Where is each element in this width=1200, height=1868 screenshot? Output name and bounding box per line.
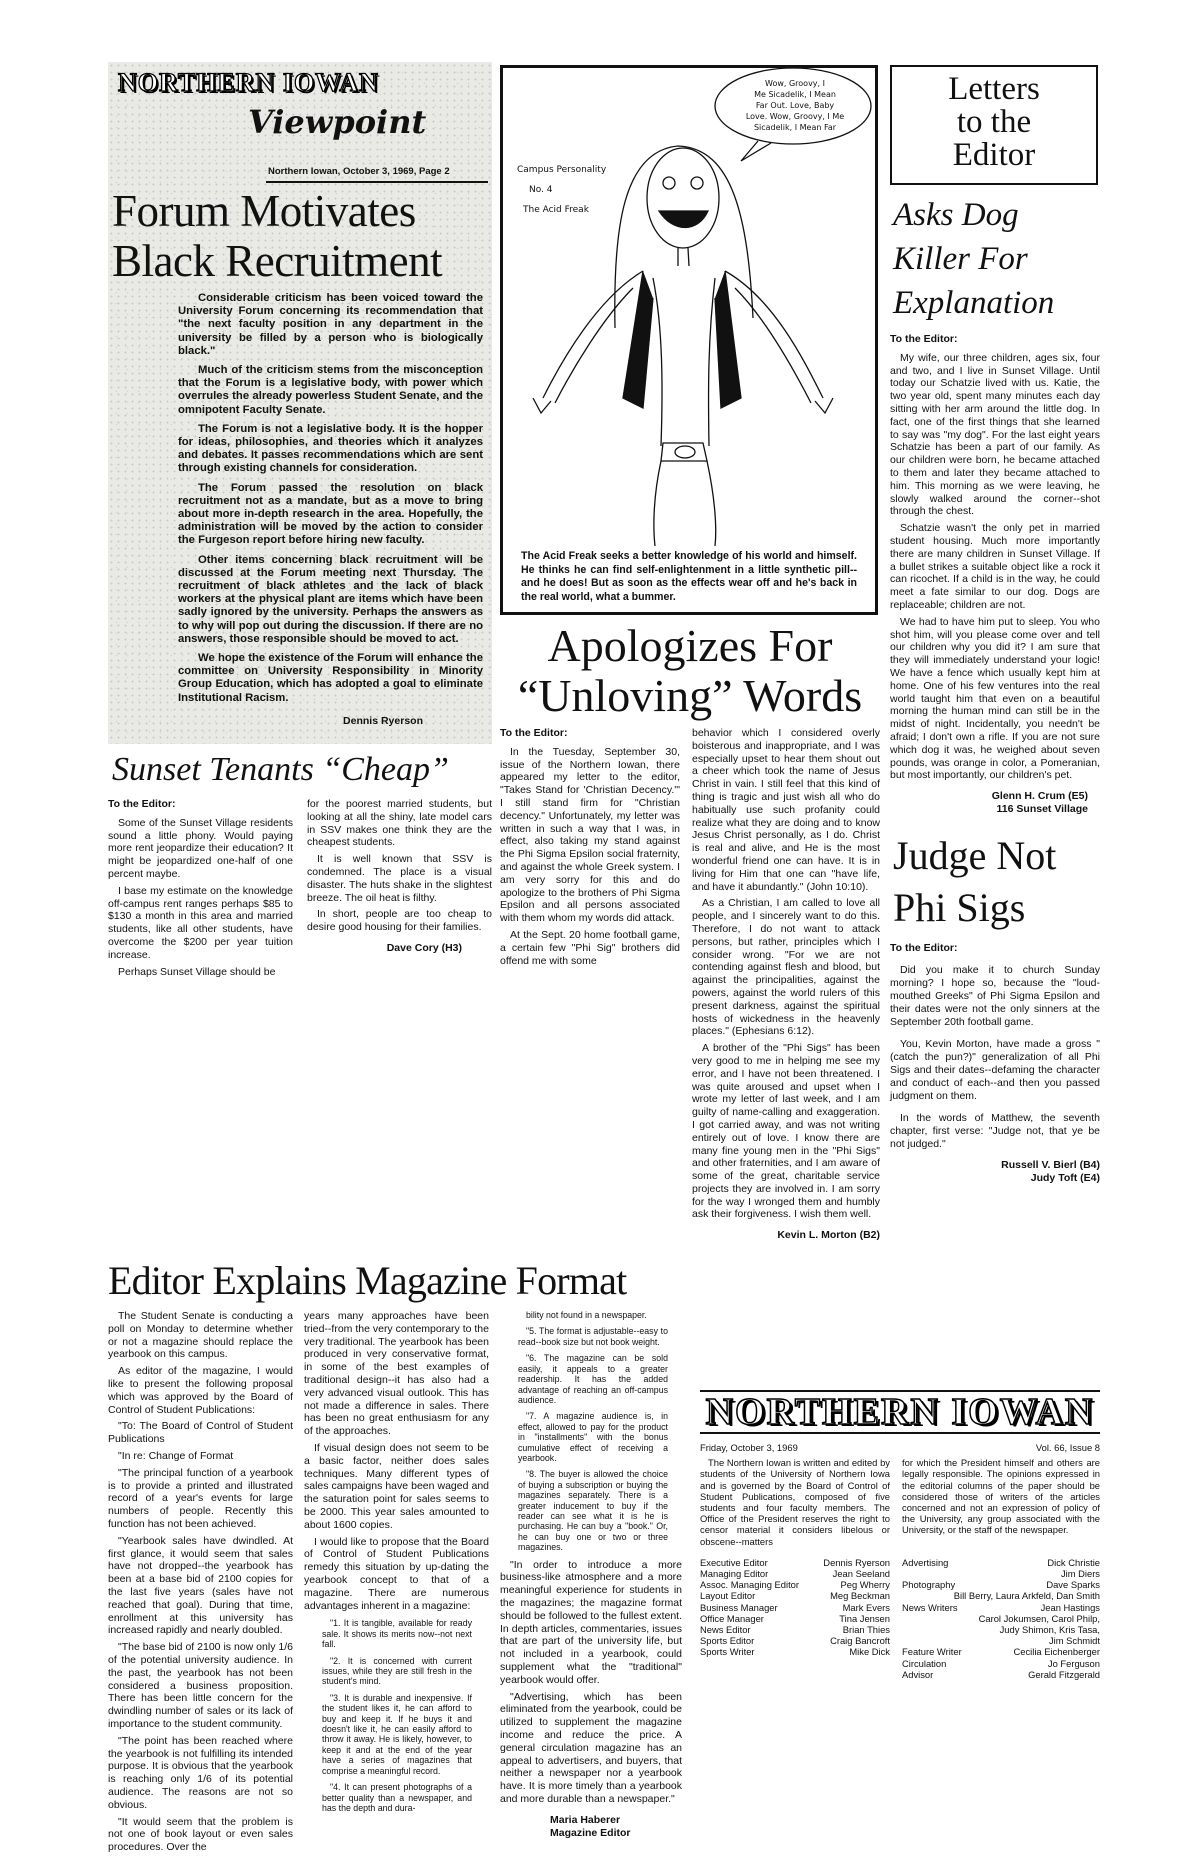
editor-columns — [108, 1310, 682, 1858]
signature-title: Magazine Editor — [550, 1826, 631, 1839]
divider — [266, 181, 488, 183]
staff-row — [700, 1613, 890, 1624]
staff-row — [902, 1602, 1100, 1613]
sunset-letter — [108, 798, 492, 982]
paragraph: My wife, our three children, ages six, four and two, and I live in Sunset Village. Until today our Schatzie lived with us. Katie, the two year old, spent many minutes each day sitting with her arm around the little dog. In fact, one of the first things that she learned to say was "my dog". For the last eight years Schatzie has been a part of our family. As our children were born, he became attached to them and later they became attached to him. This morning as we were leaving, he slowly walked around the corner--shot through the chest. — [890, 351, 1100, 518]
staff-role: Advertising — [902, 1556, 949, 1568]
issue-volume: Vol. 66, Issue 8 — [1035, 1442, 1100, 1453]
staff-name-extra: Carol Jokumsen, Carol Philp, — [978, 1612, 1100, 1624]
left-column-top — [108, 62, 492, 982]
letters-box-line: Letters — [948, 71, 1040, 107]
apologizes-letter-col1 — [500, 727, 680, 1246]
staff-name-extra: Jim Schmidt — [1048, 1635, 1100, 1647]
staff-role: Managing Editor — [700, 1568, 769, 1580]
staff-name-extra: Jim Diers — [1060, 1568, 1100, 1580]
salutation: To the Editor: — [890, 941, 958, 954]
paragraph: Other items concerning black recruitment will be discussed at the Forum meeting next Thursday. The recruitment of black athletes and the lack of black workers at the physical plant are items which have been sadly ignored by the university. Perhaps the answers as to why will pop out during the discussion. If there are no answers, those responsible should be moved to act. — [178, 553, 483, 645]
staff-role: Office Manager — [700, 1612, 764, 1624]
advantages-list-continued — [518, 1310, 668, 1553]
list-item: "7. A magazine audience is, in effect, allowed to pay for the product in "installments" with the bonus cumulative effect of receiving a yearbook. — [518, 1411, 668, 1463]
staff-role: Sports Writer — [700, 1646, 755, 1658]
cartoon-acid-freak — [500, 65, 878, 615]
paragraph: Did you make it to church Sunday morning? I hope so, because the "loud-mouthed Greeks" of Phi Sigma Epsilon and their dates were not the only sinners at the September 20th football game. — [890, 964, 1100, 1028]
editor-col3 — [500, 1310, 682, 1858]
headline-line: Judge Not — [893, 832, 1057, 878]
staff-name: Peg Wherry — [840, 1579, 890, 1591]
staff-box-masthead: NORTHERN IOWAN — [700, 1390, 1100, 1434]
signature: Judy Toft (E4) — [1030, 1171, 1100, 1184]
staff-role: Photography — [902, 1579, 956, 1591]
paragraph: "The point has been reached where the yearbook is not fulfilling its intended purpose. It is obvious that the yearbook is reaching only 1/6 of its potential audience. The reasons are not so obvious. — [108, 1734, 293, 1811]
speech-balloon-text — [725, 78, 865, 133]
right-column — [890, 65, 1100, 1188]
paragraph: At the Sept. 20 home football game, a certain few "Phi Sig" brothers did offend me with some — [500, 928, 680, 967]
paragraph: "The base bid of 2100 is now only 1/6 of the potential university audience. In the past, the yearbook has not been considered a business proposition. There has been little concern for the dwindling number of sales or its lack of importance to the student community. — [108, 1641, 293, 1730]
judge-letter — [890, 942, 1100, 1185]
signature: Glenn H. Crum (E5) — [991, 790, 1088, 803]
letters-box-line: to the — [956, 104, 1032, 140]
forum-article-body — [178, 292, 483, 728]
paragraph: The Northern Iowan is written and edited by students of the University of Northern Iowa and is governed by the Board of Control of Student Publications, composed of five students and four faculty members. The Office of the President reserves the right to censor material it considers libelous or obscene--matters — [700, 1457, 890, 1547]
paragraph: "To: The Board of Control of Student Publications — [108, 1420, 293, 1446]
staff-row — [902, 1579, 1100, 1590]
signature: Kevin L. Morton (B2) — [777, 1229, 880, 1242]
paragraph: A brother of the "Phi Sigs" has been very good to me in helping me see my error, and I have not been threatened. I was quite aroused and upset when I wrote my letter of last week, and I am guilty of name-calling and exaggeration. I got carried away, and was not writing entirely out of love. I know there are many fine young men in the "Phi Sigs" and other fraternities, and I am aware of some of the great, charitable service projects they are involved in. I am sorry for the way I wronged them and humbly ask their forgiveness. I wish them well. — [692, 1042, 880, 1221]
signature: Maria Haberer — [550, 1813, 621, 1826]
staff-role: Executive Editor — [700, 1556, 768, 1568]
paragraph: As a Christian, I am called to love all people, and I sincerely want to do this. Therefore, I do not want to attack persons, but rather, principles which I consider wrong. "For we are not contending against flesh and blood, but against the principalities, against the powers, against the world rulers of this present darkness, against the spiritual hosts of wickedness in the heavenly places." (Ephesians 6:12). — [692, 897, 880, 1038]
staff-role: Circulation — [902, 1657, 947, 1669]
cartoon-caption: The Acid Freak seeks a better knowledge of his world and himself. He thinks he can find self-enlightenment in a little synthetic pill--and he does! But as soon as the effects wear off and he's back in the real world, what a bummer. — [521, 550, 857, 603]
judge-letter-headline — [890, 830, 1100, 934]
staff-name: Gerald Fitzgerald — [1028, 1668, 1100, 1680]
staff-role: Feature Writer — [902, 1646, 962, 1658]
staff-name-extra: Bill Berry, Laura Arkfeld, Dan Smith — [953, 1590, 1100, 1602]
signature-address: 116 Sunset Village — [996, 802, 1088, 815]
apologizes-letter-col2 — [692, 727, 880, 1246]
paragraph: "Advertising, which has been eliminated from the yearbook, could be utilized to supplement the magazine income and reduce the price. A general circulation magazine has an appeal to advertisers, and buyers, that neither a newspaper nor a yearbook have. It is more timely than a yearbook and more durable than a newspaper." — [500, 1690, 682, 1805]
paragraph: "It would seem that the problem is not one of book layout or even sales procedures. Over the — [108, 1815, 293, 1854]
paragraph: for the poorest married students, but looking at all the shiny, late model cars in SSV makes one think they are the cheapest students. — [307, 798, 492, 849]
staff-row — [700, 1624, 890, 1635]
headline-line: Apologizes For — [547, 620, 833, 671]
cartoon-label-line: No. 4 — [529, 185, 553, 195]
paragraph: I would like to propose that the Board of Control of Student Publications remedy this situation by up-dating the yearbook concept to that of a magazine. There are numerous advantages inherent in a magazine: — [304, 1535, 489, 1612]
paragraph: The Forum passed the resolution on black recruitment not as a mandate, but as a move to bring about more in-depth research in the area. Hopefully, the administration will be moved by the action to consider the Furgeson report before hiring new faculty. — [178, 481, 483, 547]
cartoon-label-line: Campus Personality — [517, 165, 607, 175]
advantages-list — [322, 1618, 472, 1813]
paragraph: Perhaps Sunset Village should be — [118, 965, 276, 978]
paragraph: You, Kevin Morton, have made a gross "(catch the pun?)" generalization of all Phi Sigs and their dates--defaming the character and conduct of each--and then you passed judgment on them. — [890, 1038, 1100, 1102]
staff-row — [902, 1658, 1100, 1669]
paragraph: for which the President himself and others are legally responsible. The opinions expressed in the editorial columns of the paper should be considered those of writers of the articles concerned and not an expression of policy of the University, any group associated with the University, or the staff of the newspaper. — [902, 1457, 1100, 1536]
staff-role: Advisor — [902, 1668, 934, 1680]
staff-name: Meg Beckman — [830, 1590, 890, 1602]
staff-row — [700, 1557, 890, 1568]
staff-box — [700, 1390, 1100, 1680]
signature: Russell V. Bierl (B4) — [1001, 1158, 1100, 1171]
list-item: "8. The buyer is allowed the choice of buying a subscription or buying the magazines separately. There is a greater inducement to buy if the reader can see what it is he is purchasing. He can buy a "book." Or, he can buy one or two or three magazines. — [518, 1469, 668, 1553]
headline-line: “Unloving” Words — [517, 670, 863, 721]
paragraph: We hope the existence of the Forum will enhance the committee on University Responsibility in Minority Group Education, which has adopted a goal to eliminate Institutional Racism. — [178, 652, 483, 704]
apologizes-headline — [500, 621, 880, 721]
signature: Dave Cory (H3) — [386, 942, 462, 955]
editor-col2 — [304, 1310, 489, 1858]
middle-column — [500, 65, 880, 1246]
staff-role: Assoc. Managing Editor — [700, 1579, 800, 1591]
staff-row — [700, 1646, 890, 1657]
staff-name-extra: Judy Shimon, Kris Tasa, — [999, 1624, 1100, 1636]
paragraph: Some of the Sunset Village residents sound a little phony. Would paying more rent jeopardize their education? It might be jeopardized one-half of one percent maybe. — [108, 816, 293, 881]
sunset-letter-col1 — [108, 798, 293, 982]
list-item: "2. It is concerned with current issues, while they are still fresh in the student's mind. — [322, 1655, 472, 1687]
list-item: bility not found in a newspaper. — [526, 1310, 647, 1321]
dog-letter-headline — [890, 193, 1100, 325]
paragraph: "Yearbook sales have dwindled. At first glance, it would seem that sales have not dropped--the yearbook has been at a base bid of 2100 copies for the last five years (sales have not reached that goal). During that time, enrollment at this university has increased rapidly and nearly doubled. — [108, 1534, 293, 1637]
salutation: To the Editor: — [500, 727, 568, 739]
staff-row — [902, 1646, 1100, 1657]
balloon-line: Sicadelik, I Mean Far — [753, 123, 837, 132]
paragraph: The Student Senate is conducting a poll on Monday to determine whether or not a magazine should replace the yearbook on this campus. — [108, 1310, 293, 1361]
staff-name: Mike Dick — [849, 1646, 890, 1658]
paragraph: I base my estimate on the knowledge off-campus rent ranges perhaps $85 to $130 a month in this area and married students, like all other students, have overcome the $200 per year tuition increase. — [108, 884, 293, 961]
staff-name: Dave Sparks — [1046, 1579, 1100, 1591]
paragraph: In the Tuesday, September 30, issue of the Northern Iowan, there appeared my letter to the editor, "Takes Stand for 'Christian Decency.'" I still stand firm for "Christian decency." Unfortunately, my letter was written in such a way that I was, in effect, also taking my stand against the Phi Sigma Epsilon social fraternity, and against the whole Greek system. I am very sorry for this and do apologize to the brothers of Phi Sigma Epsilon and all persons associated with them whom my words did attack. — [500, 745, 680, 925]
balloon-line: Me Sicadelik, I Mean — [754, 90, 836, 99]
paragraph: The Forum is not a legislative body. It is the hopper for ideas, philosophies, and theories which it analyzes and debates. It passes recommendations which are sent through existing channels for consideration. — [178, 422, 483, 475]
paragraph: "In re: Change of Format — [118, 1450, 234, 1463]
page-dateline: Northern Iowan, October 3, 1969, Page 2 — [268, 166, 450, 177]
staff-lists — [700, 1557, 1100, 1680]
cartoon-label — [517, 160, 627, 220]
staff-list-right — [902, 1557, 1100, 1680]
staff-row — [902, 1669, 1100, 1680]
staff-statement-2 — [902, 1457, 1100, 1547]
paragraph: As editor of the magazine, I would like to present the following proposal which was approved by the Board of Control of Student Publications: — [108, 1365, 293, 1416]
staff-name: Jean Hastings — [1040, 1601, 1100, 1613]
paragraph: behavior which I considered overly boisterous and inappropriate, and I was especially upset to hear them shout out a cheer which took the name of Jesus Christ in vain. I still feel that this kind of thing is tragic and just wish all who do habitually use such profanity could realize what they are doing and to know Jesus Christ personally, as I do. Christ is real and alive, and He is the most wonderful friend one can have. It is in living for Him that one can "have life, and have it abundantly." (John 10:10). — [692, 727, 880, 893]
sunset-headline: Sunset Tenants “Cheap” — [112, 751, 449, 789]
headline-line: Killer For — [893, 241, 1028, 277]
paragraph: years many approaches have been tried--from the very contemporary to the very traditional. The yearbook has been produced in very conservative format, in some of the best examples of traditional design--it has also had a very advanced visual outlook. This has not made a difference in sales. There has been no great enthusiasm for any of the approaches. — [304, 1310, 489, 1438]
staff-role: Sports Editor — [700, 1635, 755, 1647]
forum-editorial-panel — [108, 62, 492, 744]
staff-row — [700, 1602, 890, 1613]
paragraph: We had to have him put to sleep. You who shot him, will you please come over and tell our children why you did it? I am sure that they will immediately understand your logic! We have a fence which usually kept him at home. One of his few ventures into the real world taught him that even on a beautiful morning the human mind can still be in the midst of night. Incidentally, you needn't be afraid; I don't own a rifle. If you are not sure which dog it was, he weighed about seven pounds, was orange in color, a Pomeranian, but most importantly, our children's pet. — [890, 615, 1100, 782]
staff-statement-1 — [700, 1457, 890, 1547]
staff-role: Business Manager — [700, 1601, 778, 1613]
letters-box-line: Editor — [952, 137, 1036, 173]
salutation: To the Editor: — [890, 333, 958, 345]
staff-row — [700, 1590, 890, 1601]
editor-col1 — [108, 1310, 293, 1858]
paragraph: "The principal function of a yearbook is to provide a printed and illustrated record of a year's events for large numbers of people. Recently this function has not been achieved. — [108, 1466, 293, 1531]
balloon-line: Wow, Groovy, I — [765, 79, 825, 88]
staff-list-left — [700, 1557, 890, 1680]
editor-headline: Editor Explains Magazine Format — [108, 1258, 627, 1304]
balloon-line: Love. Wow, Groovy, I Me — [745, 112, 845, 121]
staff-role: Layout Editor — [700, 1590, 756, 1602]
sunset-letter-col2 — [307, 798, 492, 982]
paragraph: If visual design does not seem to be a basic factor, neither does sales techniques. Many different types of sales campaigns have been waged and the saturation point for sales seems to be 2000. This year sales amounted to about 1600 copies. — [304, 1442, 489, 1531]
staff-role: News Editor — [700, 1624, 751, 1636]
issue-date: Friday, October 3, 1969 — [700, 1442, 798, 1453]
staff-row — [902, 1557, 1100, 1568]
staff-name: Brian Thies — [842, 1624, 890, 1636]
viewpoint-header — [108, 62, 492, 186]
paragraph: It is well known that SSV is condemned. The place is a visual disaster. The huts shake in the slightest breeze. The oil heat is filthy. — [307, 853, 492, 904]
letters-to-editor-box — [890, 65, 1098, 185]
salutation: To the Editor: — [108, 798, 176, 811]
staff-name: Jo Ferguson — [1047, 1657, 1100, 1669]
staff-name: Dick Christie — [1047, 1556, 1100, 1568]
apologizes-letter — [500, 727, 880, 1246]
dog-letter — [890, 333, 1100, 816]
staff-row — [700, 1568, 890, 1579]
paragraph: In short, people are too cheap to desire good housing for their families. — [307, 908, 492, 934]
staff-name: Mark Evers — [842, 1601, 890, 1613]
staff-name: Jean Seeland — [832, 1568, 890, 1580]
paragraph: In the words of Matthew, the seventh chapter, first verse: "Judge not, that ye be not judged." — [890, 1112, 1100, 1151]
staff-row — [700, 1579, 890, 1590]
signature: Dennis Ryerson — [343, 714, 423, 727]
balloon-line: Far Out. Love, Baby — [755, 101, 835, 110]
staff-name: Cecilia Eichenberger — [1013, 1646, 1100, 1658]
headline-line: Explanation — [893, 285, 1055, 321]
staff-name: Dennis Ryerson — [823, 1556, 890, 1568]
staff-name: Craig Bancroft — [830, 1635, 890, 1647]
staff-role: News Writers — [902, 1601, 958, 1613]
editor-article — [108, 1256, 682, 1858]
list-item: "5. The format is adjustable--easy to read--book size but not book weight. — [518, 1326, 668, 1347]
masthead-logo: NORTHERN IOWAN — [118, 68, 379, 97]
headline-line: Phi Sigs — [893, 884, 1026, 930]
paragraph: Schatzie wasn't the only pet in married student housing. Much more importantly there are many children in Sunset Village. If a bullet strikes a suitable object like a rock it can ricochet. If a child is in the way, he could meet a fate similar to our dog. Dogs are replaceable; children are not. — [890, 522, 1100, 611]
list-item: "1. It is tangible, available for ready sale. It shows its merits now--not next fall. — [322, 1618, 472, 1650]
issue-info-row — [700, 1442, 1100, 1453]
paragraph: Much of the criticism stems from the misconception that the Forum is a legislative body, with power which overrules the already powerless Student Senate, and the omnipotent Faculty Senate. — [178, 364, 483, 416]
cartoon-label-line: The Acid Freak — [523, 205, 589, 215]
headline-line: Asks Dog — [893, 197, 1019, 233]
paragraph: "In order to introduce a more business-like atmosphere and a more meaningful experience for students in the magazines; the magazine format should be followed to the fullest extent. In depth articles, commentaries, issues that are part of the university life, but not included in a yearbook, could supplement what the "traditional" yearbook would offer. — [500, 1558, 682, 1686]
list-item: "3. It is durable and inexpensive. If the student likes it, he can afford to buy and keep it. If he buys it and doesn't like it, he can easily afford to throw it away. He is likely, however, to keep it and at the end of the year have a series of magazines that comprise a meaningful record. — [322, 1692, 472, 1776]
forum-headline: Forum Motivates Black Recruitment — [112, 186, 443, 286]
list-item: "4. It can present photographs of a better quality than a newspaper, and has the depth and dura- — [322, 1782, 472, 1813]
list-item: "6. The magazine can be sold easily, it appeals to a greater readership. It has the added advantage of reaching an off-campus audience. — [518, 1353, 668, 1405]
staff-statement — [700, 1457, 1100, 1547]
cartoon-art — [503, 68, 875, 546]
paragraph: Considerable criticism has been voiced toward the University Forum concerning its recommendation that "the next faculty position in any department in the university be filled by a person who is biologically black." — [178, 292, 483, 357]
cartoon-drawing — [503, 68, 875, 546]
staff-name: Tina Jensen — [839, 1612, 890, 1624]
section-title: Viewpoint — [248, 103, 427, 141]
staff-row — [700, 1635, 890, 1646]
